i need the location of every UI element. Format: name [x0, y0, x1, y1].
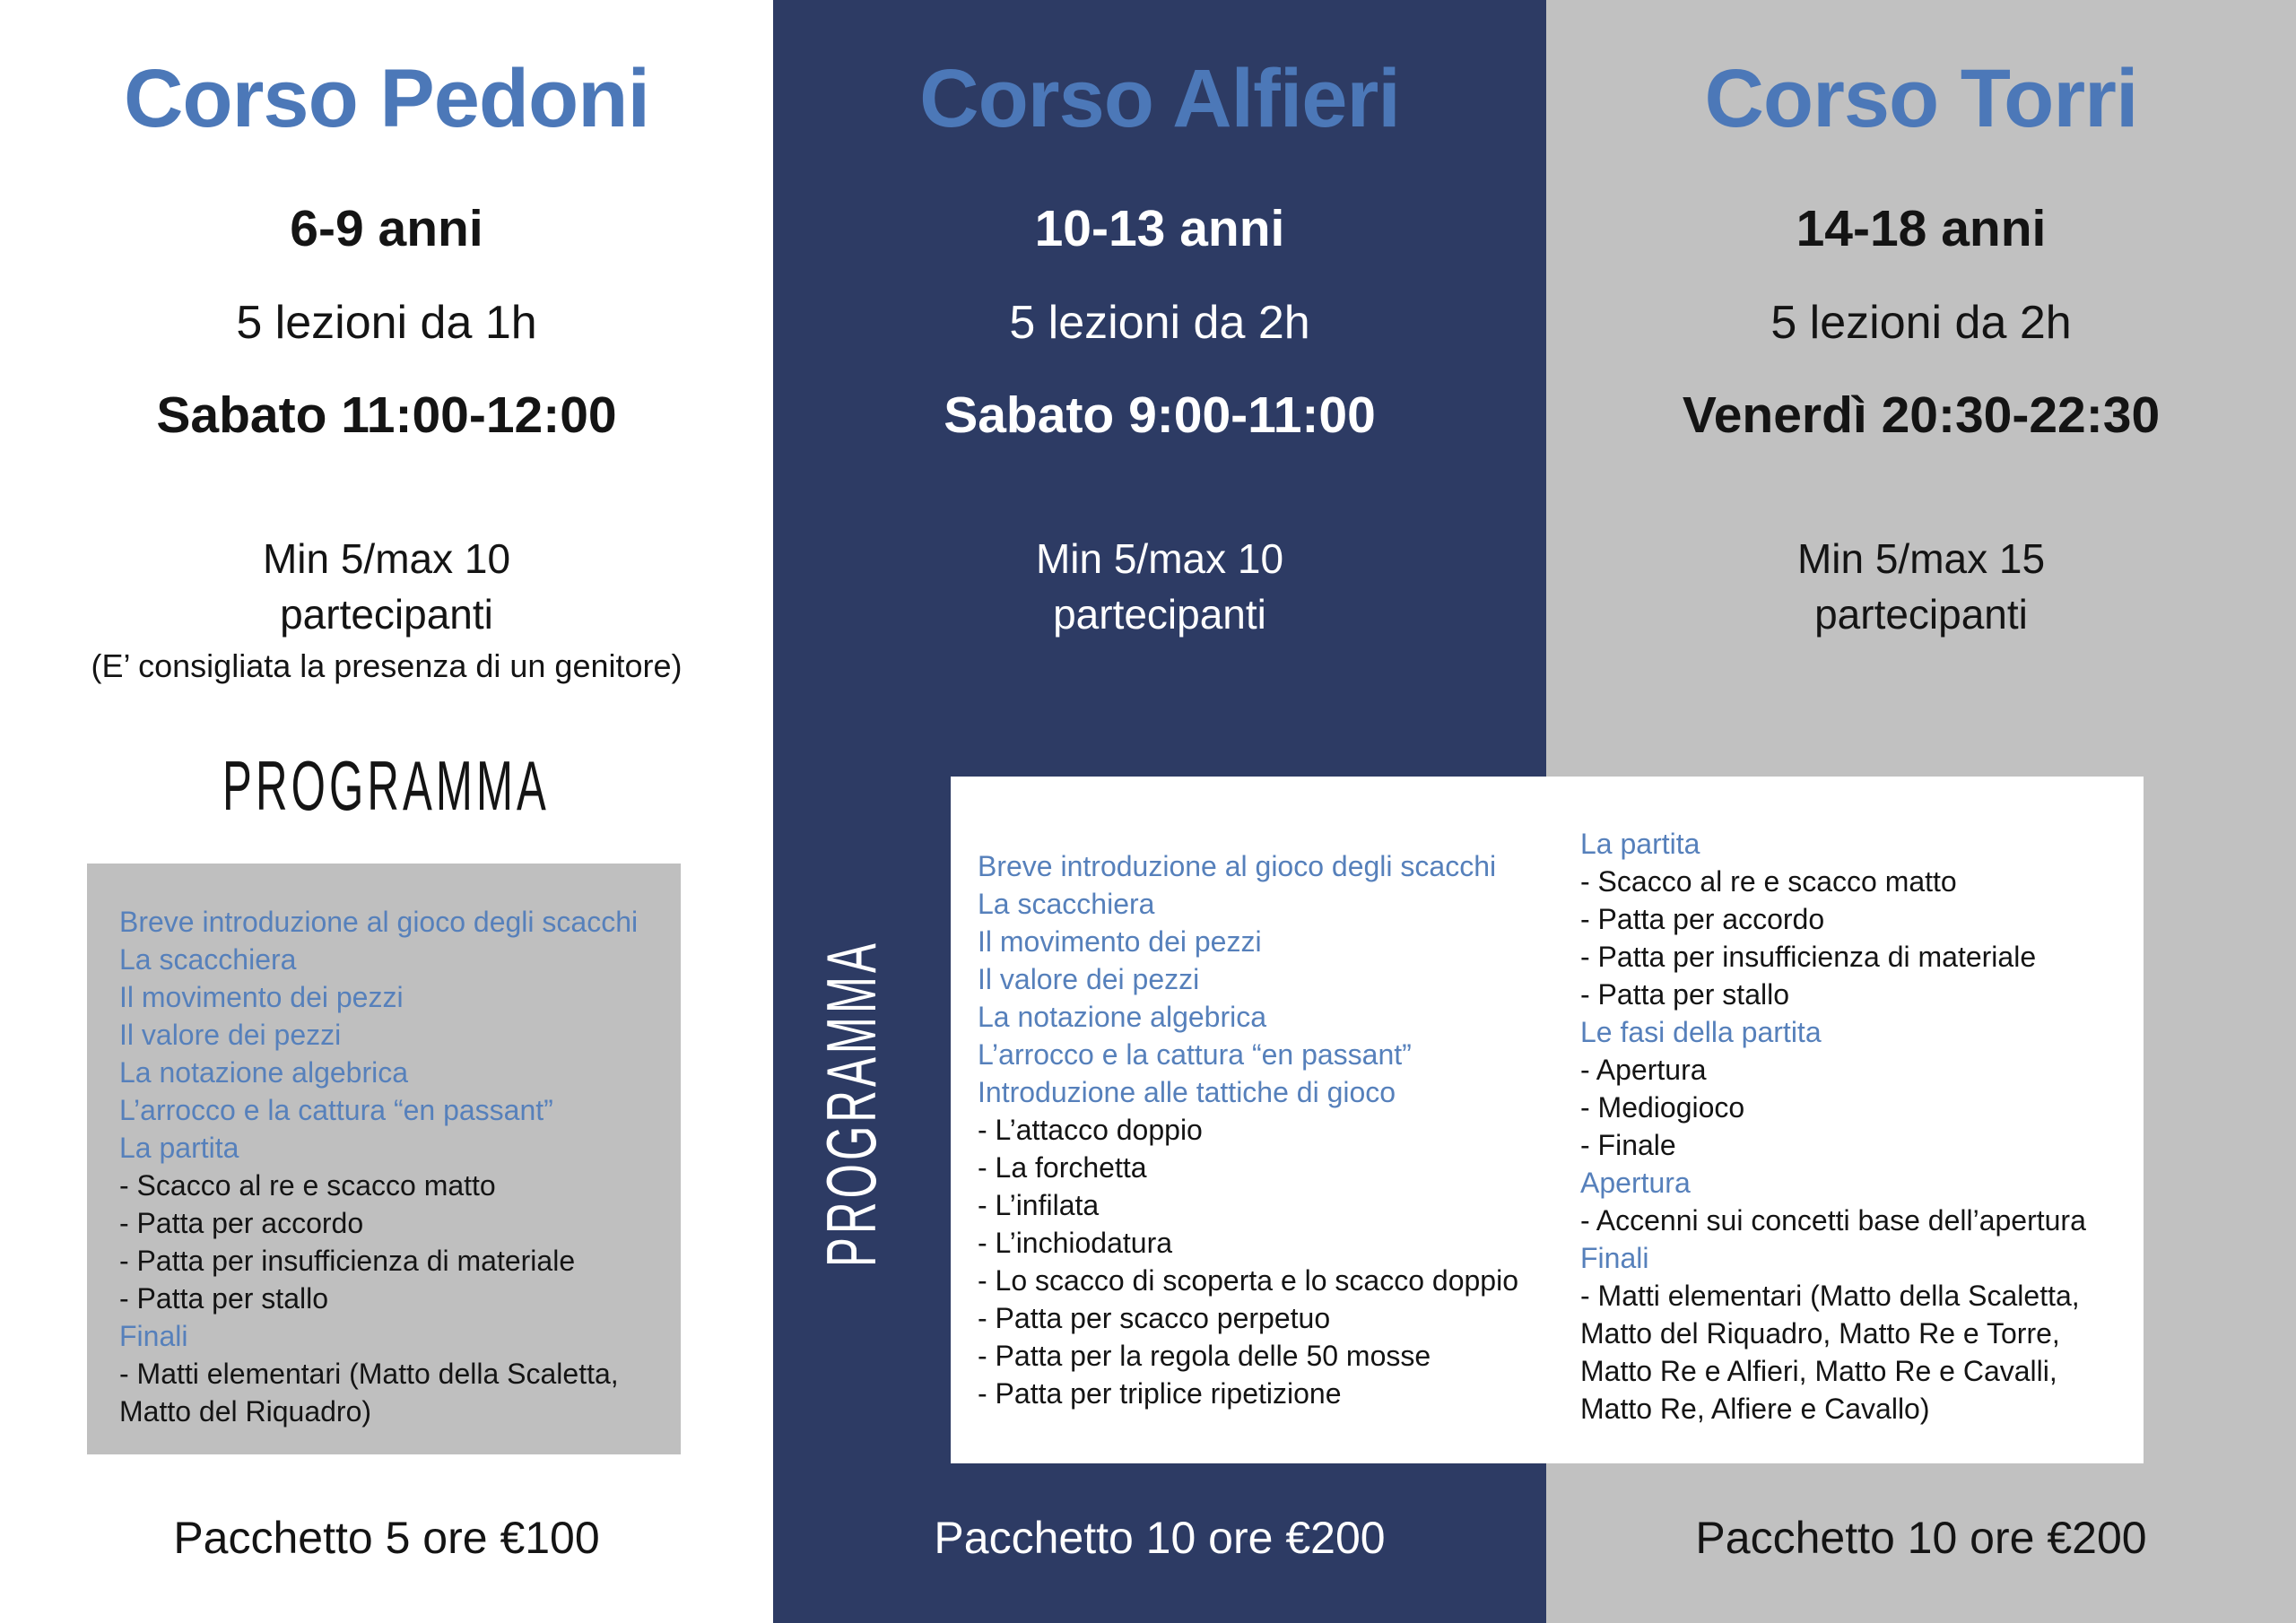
program-line: La scacchiera — [119, 943, 297, 976]
program-line: Introduzione alle tattiche di gioco — [978, 1076, 1396, 1108]
program-line: La partita — [1580, 828, 1700, 860]
alfieri-participants-line1: Min 5/max 10 — [1035, 535, 1284, 582]
torri-age-range: 14-18 anni — [1796, 200, 2047, 257]
alfieri-participants-line2: partecipanti — [1053, 591, 1266, 638]
program-line: - Patta per insufficienza di materiale — [119, 1245, 576, 1277]
alfieri-program-heading — [812, 892, 892, 1314]
pedoni-schedule: Sabato 11:00-12:00 — [156, 386, 617, 444]
program-line: Finali — [1580, 1242, 1649, 1274]
alfieri-course-title: Corso Alfieri — [919, 53, 1400, 144]
program-line: Apertura — [1580, 1167, 1691, 1199]
program-line: - Scacco al re e scacco matto — [119, 1169, 496, 1202]
pedoni-program-list — [119, 903, 665, 1430]
program-line: L’arrocco e la cattura “en passant” — [978, 1038, 1412, 1071]
pedoni-age-range: 6-9 anni — [290, 200, 483, 257]
alfieri-program-heading-text: PROGRAMMA — [812, 939, 891, 1267]
program-line: La notazione algebrica — [978, 1001, 1267, 1033]
alfieri-torri-program-box — [951, 777, 2144, 1463]
program-line: - Scacco al re e scacco matto — [1580, 865, 1957, 898]
pedoni-program-heading-text: PROGRAMMA — [222, 746, 551, 826]
pedoni-price: Pacchetto 5 ore €100 — [173, 1513, 600, 1563]
torri-course-title: Corso Torri — [1704, 53, 2138, 144]
pedoni-participants-line2: partecipanti — [280, 591, 493, 638]
program-line: - Patta per la regola delle 50 mosse — [978, 1340, 1431, 1372]
program-line: - Patta per triplice ripetizione — [978, 1377, 1342, 1410]
program-line: Il valore dei pezzi — [978, 963, 1200, 995]
program-line: - Patta per insufficienza di materiale — [1580, 941, 2037, 973]
program-line: - L’infilata — [978, 1189, 1100, 1221]
program-line: - L’attacco doppio — [978, 1114, 1203, 1146]
program-line: Breve introduzione al gioco degli scacchi — [978, 850, 1497, 882]
program-line: - Patta per stallo — [119, 1282, 328, 1315]
program-line: Finali — [119, 1320, 188, 1352]
program-line: Il movimento dei pezzi — [978, 925, 1262, 958]
pedoni-program-heading — [0, 746, 773, 826]
program-line: La notazione algebrica — [119, 1056, 409, 1089]
alfieri-price: Pacchetto 10 ore €200 — [934, 1513, 1386, 1563]
program-line: - Patta per accordo — [1580, 903, 1825, 935]
torri-lessons-info: 5 lezioni da 2h — [1770, 297, 2072, 349]
program-line: - L’inchiodatura — [978, 1227, 1173, 1259]
program-line: - Mediogioco — [1580, 1091, 1745, 1124]
torri-schedule: Venerdì 20:30-22:30 — [1682, 386, 2161, 444]
program-line: Il movimento dei pezzi — [119, 981, 404, 1013]
program-line: La scacchiera — [978, 888, 1155, 920]
pedoni-participants — [0, 531, 773, 642]
torri-participants — [1546, 531, 2296, 642]
program-line: - Lo scacco di scoperta e lo scacco doppio — [978, 1264, 1518, 1297]
torri-participants-line1: Min 5/max 15 — [1796, 535, 2046, 582]
program-line: - La forchetta — [978, 1151, 1147, 1184]
alfieri-age-range: 10-13 anni — [1034, 200, 1285, 257]
pedoni-program-box — [87, 864, 681, 1454]
program-line: Il valore dei pezzi — [119, 1019, 342, 1051]
program-line: - Patta per scacco perpetuo — [978, 1302, 1331, 1334]
program-line: - Matti elementari (Matto della Scaletta, Matto del Riquadro) — [119, 1358, 619, 1428]
torri-price: Pacchetto 10 ore €200 — [1695, 1513, 2147, 1563]
alfieri-participants — [773, 531, 1546, 642]
torri-participants-line2: partecipanti — [1814, 591, 2028, 638]
program-line: - Apertura — [1580, 1054, 1707, 1086]
program-line: - Accenni sui concetti base dell’apertura — [1580, 1204, 2086, 1237]
pedoni-course-title: Corso Pedoni — [123, 53, 650, 144]
program-line: - Matti elementari (Matto della Scaletta, Matto del Riquadro, Matto Re e Torre, Matto Re e Alfieri, Matto Re e Cavalli, Matto Re, Alfiere e Cavallo) — [1580, 1280, 2080, 1425]
program-line: La partita — [119, 1132, 239, 1164]
program-line: - Patta per accordo — [119, 1207, 364, 1239]
alfieri-schedule: Sabato 9:00-11:00 — [944, 386, 1376, 444]
pedoni-lessons-info: 5 lezioni da 1h — [236, 297, 537, 349]
alfieri-program-list — [978, 847, 1570, 1412]
pedoni-participants-line1: Min 5/max 10 — [262, 535, 511, 582]
program-line: L’arrocco e la cattura “en passant” — [119, 1094, 553, 1126]
program-line: - Patta per stallo — [1580, 978, 1789, 1011]
alfieri-lessons-info: 5 lezioni da 2h — [1009, 297, 1310, 349]
program-line: Le fasi della partita — [1580, 1016, 1822, 1048]
program-line: - Finale — [1580, 1129, 1676, 1161]
program-line: Breve introduzione al gioco degli scacchi — [119, 906, 639, 938]
torri-program-list — [1580, 825, 2135, 1428]
pedoni-parent-note: (E’ consigliata la presenza di un genitore) — [91, 647, 683, 684]
